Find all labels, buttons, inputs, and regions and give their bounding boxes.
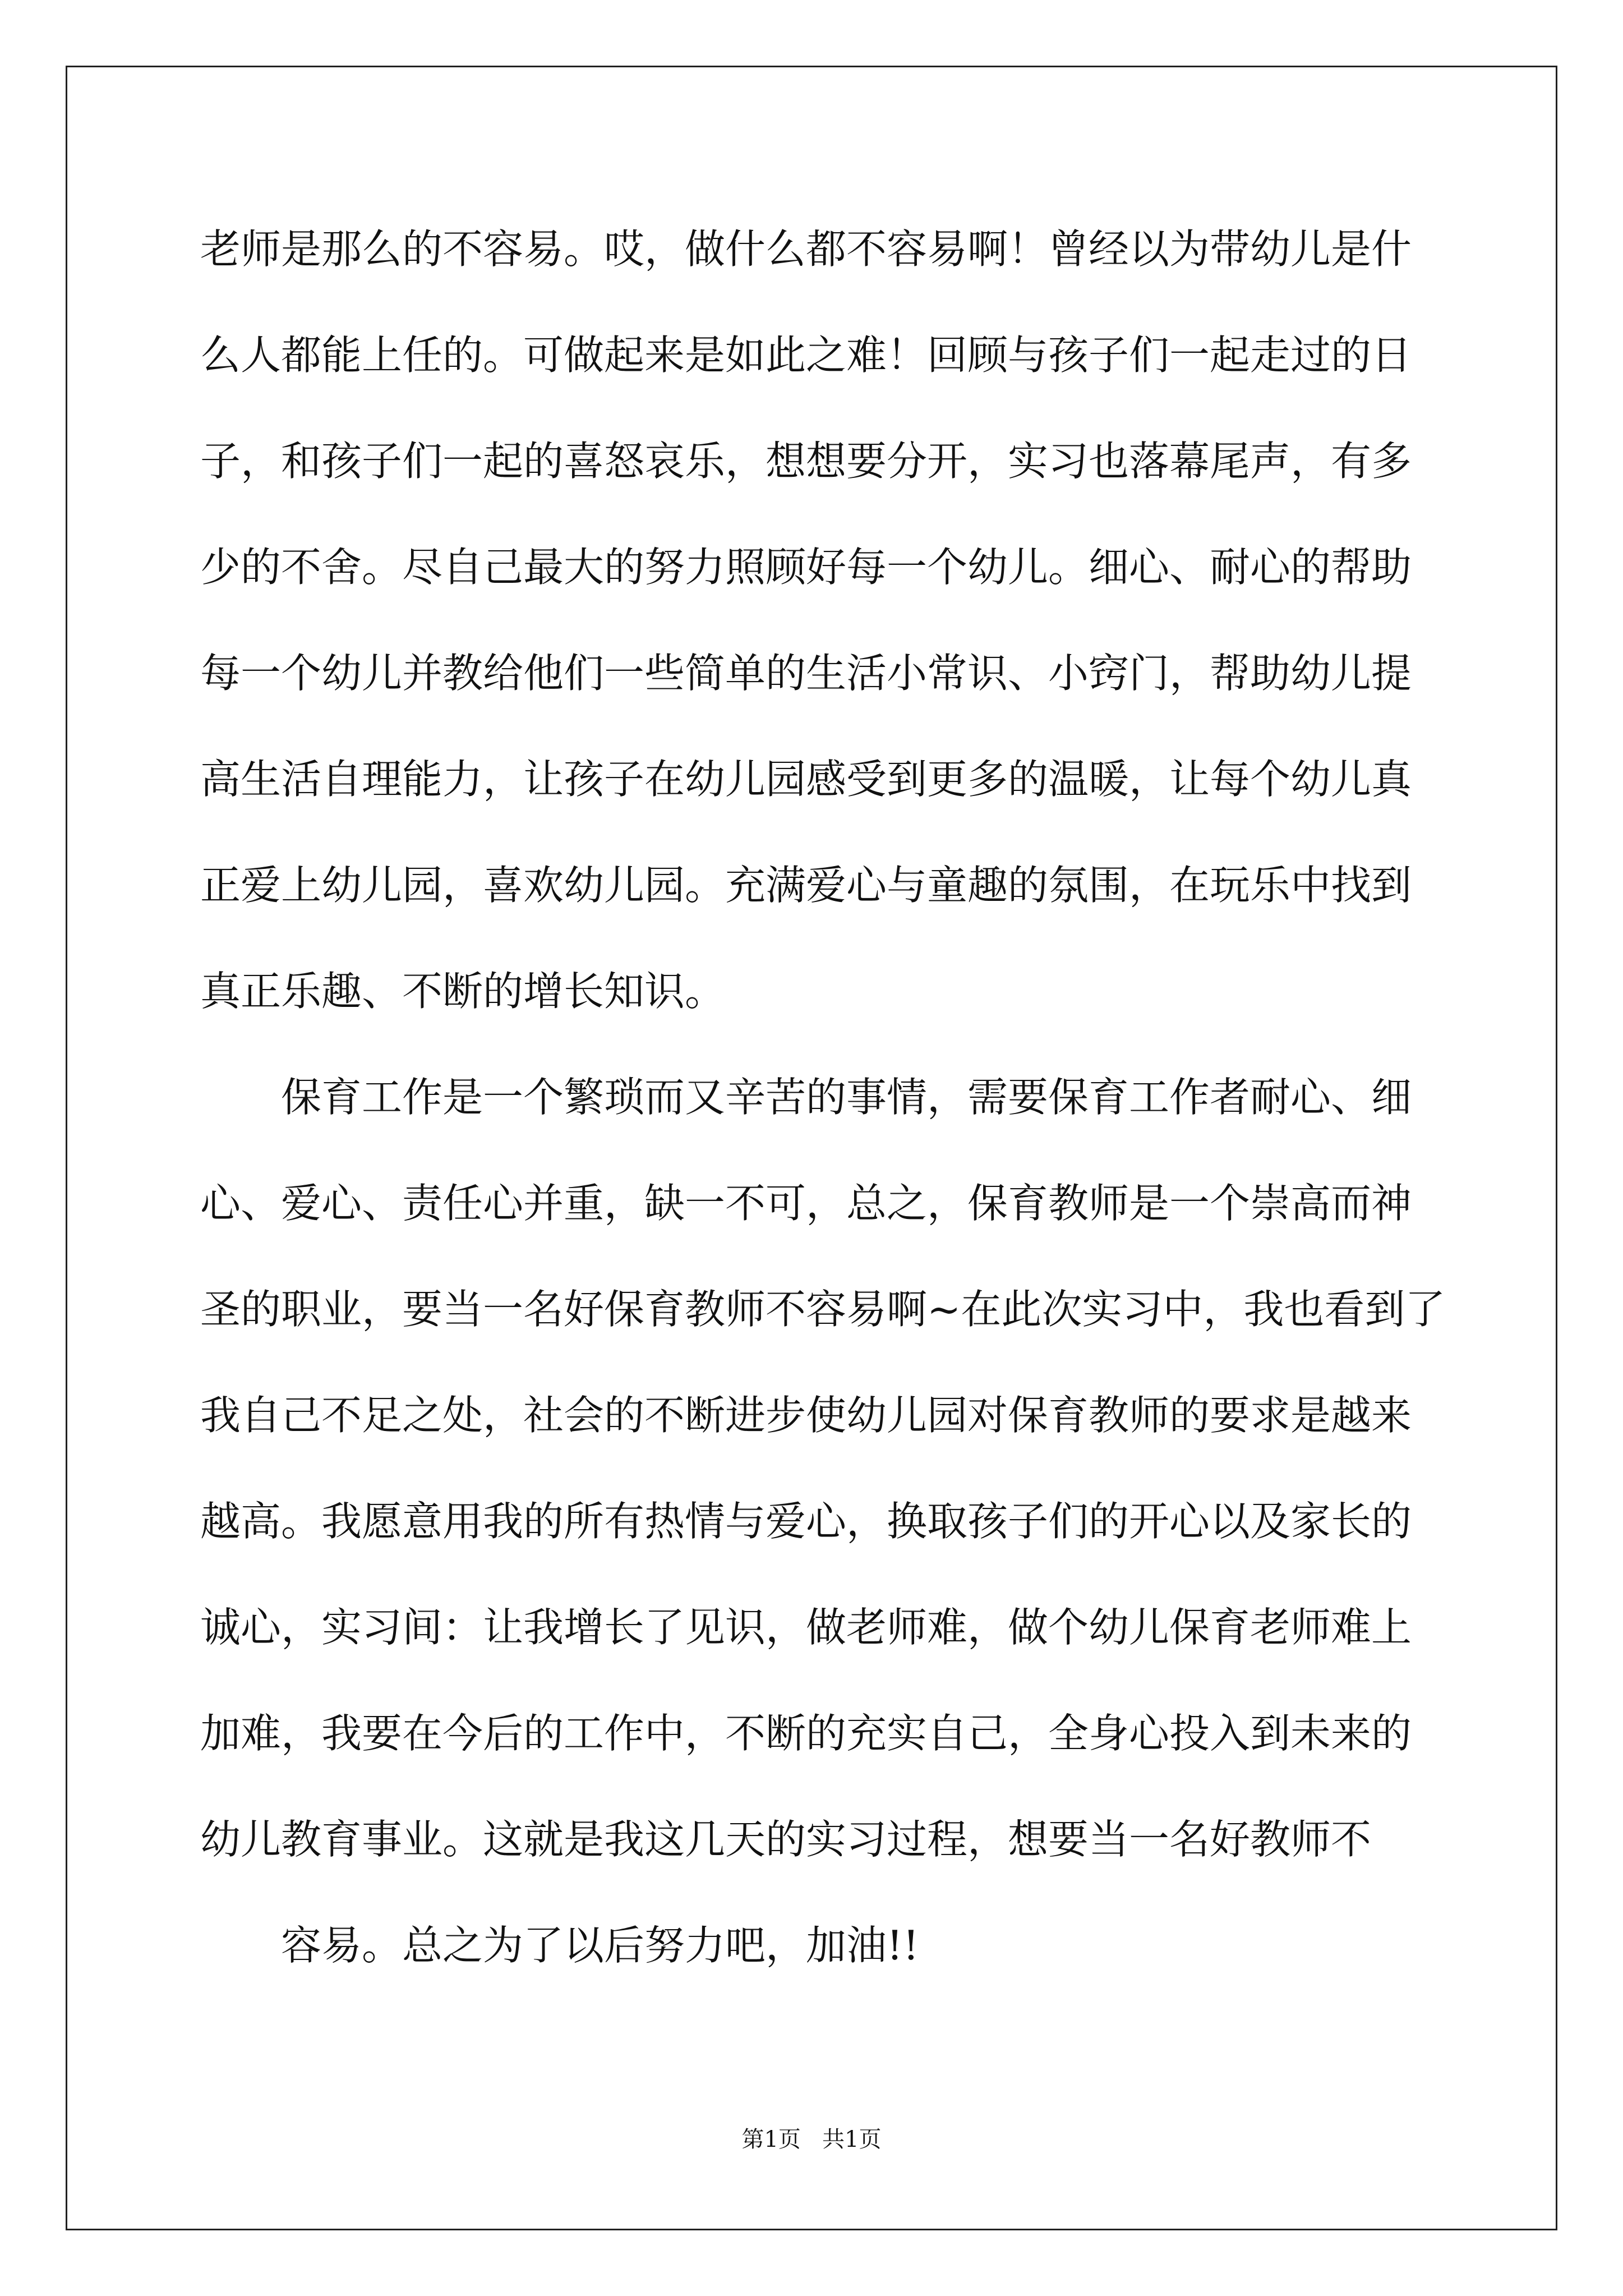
paragraph-first-line: 容易。总之为了以后努力吧，加油!! <box>281 1922 919 1969</box>
page-number-footer: 第1页 共1页 <box>741 2127 882 2152</box>
text-line: 么人都能上任的。可做起来是如此之难！回顾与孩子们一起走过的日 <box>200 332 1412 379</box>
text-line: 老师是那么的不容易。哎，做什么都不容易啊！曾经以为带幼儿是什 <box>200 226 1412 273</box>
text-line: 圣的职业，要当一名好保育教师不容易啊~在此次实习中，我也看到了 <box>200 1286 1446 1333</box>
text-line: 正爱上幼儿园，喜欢幼儿园。充满爱心与童趣的氛围，在玩乐中找到 <box>200 862 1412 909</box>
text-line: 每一个幼儿并教给他们一些简单的生活小常识、小窍门，帮助幼儿提 <box>200 650 1412 697</box>
text-line: 我自己不足之处，社会的不断进步使幼儿园对保育教师的要求是越来 <box>200 1392 1412 1439</box>
text-line: 诚心，实习间：让我增长了见识，做老师难，做个幼儿保育老师难上 <box>200 1604 1412 1651</box>
text-line: 心、爱心、责任心并重，缺一不可，总之，保育教师是一个崇高而神 <box>200 1180 1412 1227</box>
text-line: 幼儿教育事业。这就是我这几天的实习过程，想要当一名好教师不 <box>200 1816 1372 1863</box>
text-line: 少的不舍。尽自己最大的努力照顾好每一个幼儿。细心、耐心的帮助 <box>200 544 1412 591</box>
text-line: 子，和孩子们一起的喜怒哀乐，想想要分开，实习也落幕尾声，有多 <box>200 438 1412 485</box>
text-line: 加难，我要在今后的工作中，不断的充实自己，全身心投入到未来的 <box>200 1710 1412 1757</box>
paragraph-first-line: 保育工作是一个繁琐而又辛苦的事情，需要保育工作者耐心、细 <box>281 1074 1412 1121</box>
text-line: 越高。我愿意用我的所有热情与爱心，换取孩子们的开心以及家长的 <box>200 1498 1412 1545</box>
text-line: 真正乐趣、不断的增长知识。 <box>200 968 726 1015</box>
text-line: 高生活自理能力，让孩子在幼儿园感受到更多的温暖，让每个幼儿真 <box>200 756 1412 803</box>
page-border <box>66 66 1557 2230</box>
